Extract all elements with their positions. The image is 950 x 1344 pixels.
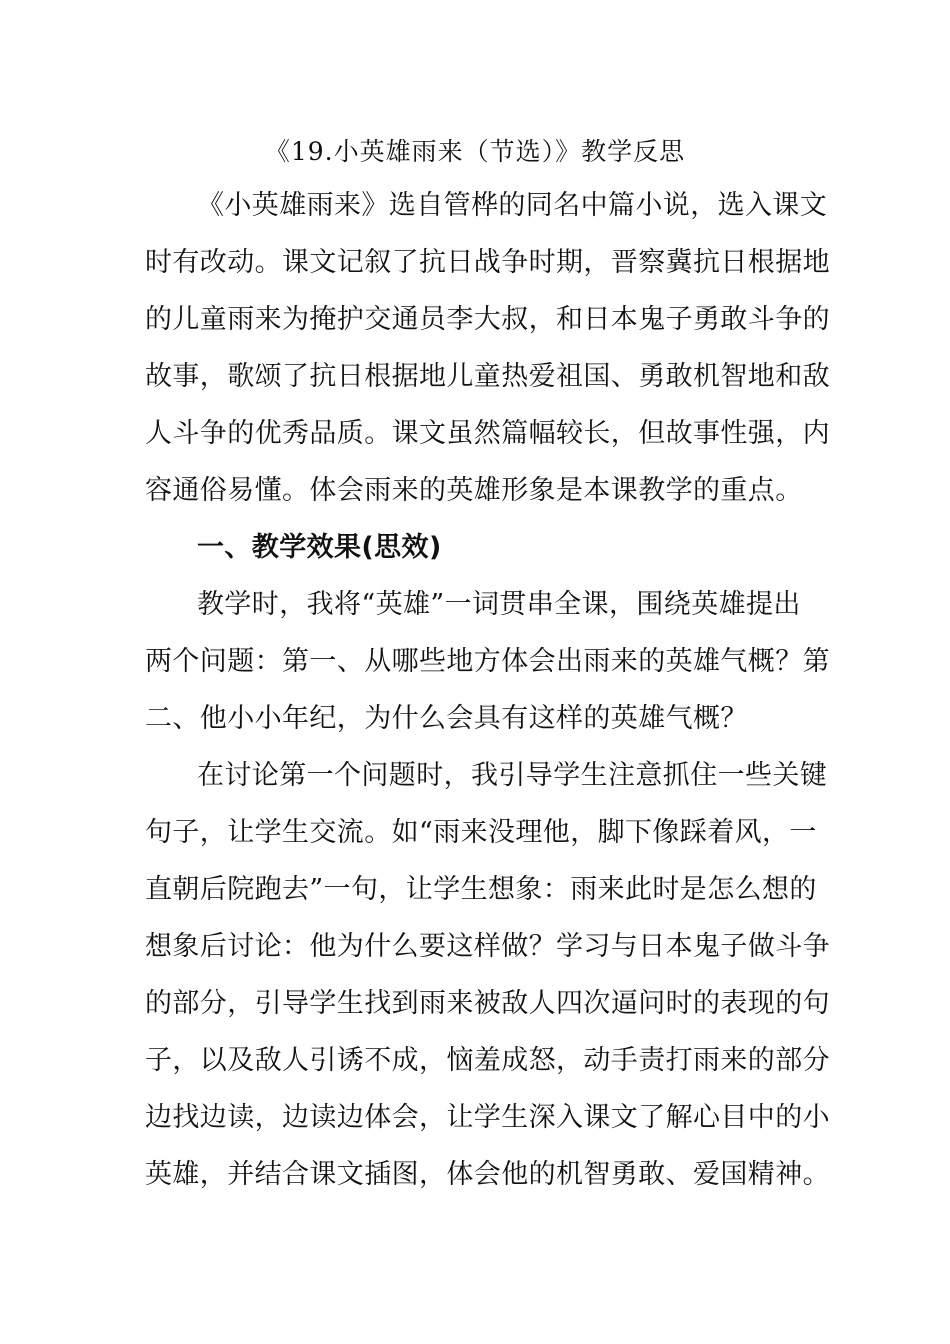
paragraph-line: 边找边读，边读边体会，让学生深入课文了解心目中的小 [145,1102,830,1133]
paragraph-line: 想象后讨论：他为什么要这样做？学习与日本鬼子做斗争 [145,931,830,962]
paragraph-line: 英雄，并结合课文插图，体会他的机智勇敢、爱国精神。 [145,1159,830,1190]
paragraph-line: 二、他小小年纪，为什么会具有这样的英雄气概？ [145,703,748,734]
paragraph-line: 在讨论第一个问题时，我引导学生注意抓住一些关键 [197,760,828,791]
paragraph-line: 的儿童雨来为掩护交通员李大叔，和日本鬼子勇敢斗争的 [145,304,830,335]
paragraph-line: 的部分，引导学生找到雨来被敌人四次逼问时的表现的句 [145,988,830,1019]
paragraph-line: 《小英雄雨来》选自管桦的同名中篇小说，选入课文 [197,190,828,221]
paragraph-line: 两个问题：第一、从哪些地方体会出雨来的英雄气概？第 [145,646,830,677]
section-heading: 一、教学效果(思效) [197,532,442,563]
paragraph-line: 时有改动。课文记叙了抗日战争时期，晋察冀抗日根据地 [145,247,830,278]
document-title: 《19.小英雄雨来（节选）》教学反思 [264,137,686,166]
paragraph-line: 子，以及敌人引诱不成，恼羞成怒，动手责打雨来的部分 [145,1045,830,1076]
paragraph-line: 教学时，我将“英雄”一词贯串全课，围绕英雄提出 [197,589,801,620]
paragraph-line: 句子，让学生交流。如“雨来没理他，脚下像踩着风，一 [145,817,817,848]
paragraph-line: 人斗争的优秀品质。课文虽然篇幅较长，但故事性强，内 [145,418,830,449]
paragraph-line: 容通俗易懂。体会雨来的英雄形象是本课教学的重点。 [145,475,803,506]
paragraph-line: 直朝后院跑去”一句，让学生想象：雨来此时是怎么想的 [145,874,817,905]
paragraph-line: 故事，歌颂了抗日根据地儿童热爱祖国、勇敢机智地和敌 [145,361,830,392]
